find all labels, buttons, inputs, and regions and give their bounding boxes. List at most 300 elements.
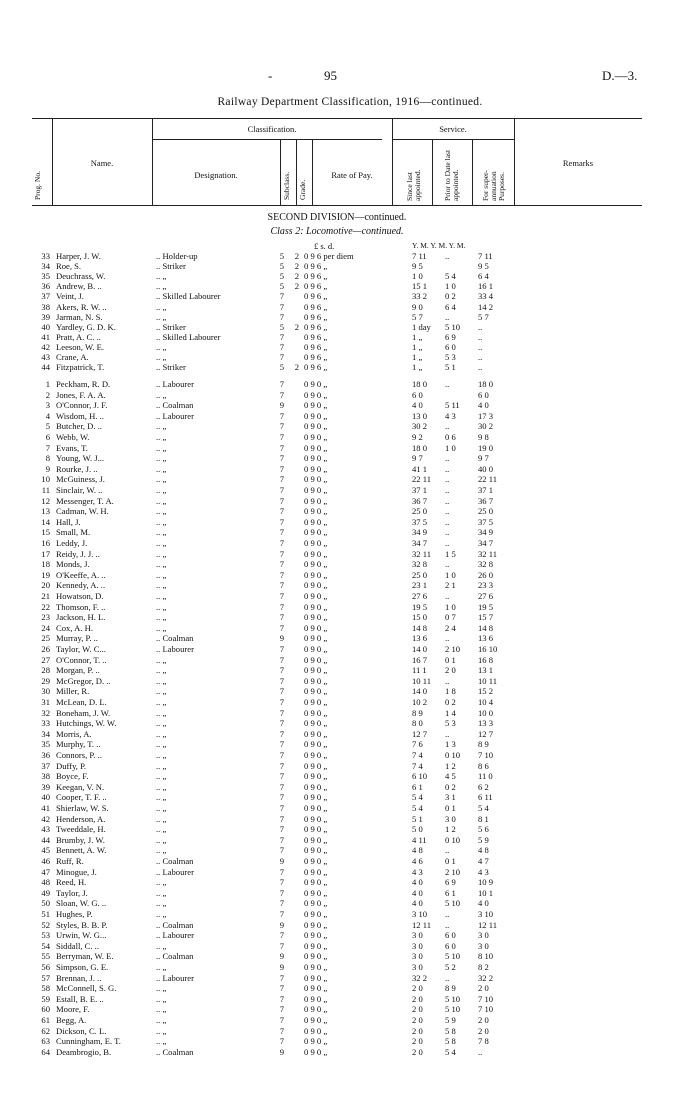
superannuation-cell: 13 3 (478, 718, 494, 729)
prog-no-cell: 29 (41, 675, 50, 686)
name-cell: Cadman, W. H. (56, 506, 109, 517)
designation-cell: .. „ (156, 983, 167, 994)
table-row (32, 332, 652, 342)
since-last-cell: 33 2 (412, 291, 428, 302)
superannuation-cell: 10 1 (478, 887, 494, 898)
designation-cell: .. „ (156, 527, 167, 538)
table-row (32, 352, 652, 362)
prog-no-cell: 58 (41, 983, 50, 994)
subclass-cell: 7 (279, 813, 284, 824)
name-cell: Webb, W. (56, 432, 90, 442)
designation-cell: .. „ (156, 707, 167, 718)
table-row (32, 697, 652, 707)
table-row (32, 302, 652, 312)
designation-cell: .. „ (156, 940, 167, 951)
prog-no-cell: 17 (41, 548, 50, 559)
name-cell: Styles, B. B. P. (56, 919, 108, 930)
prior-cell: 0 2 (445, 781, 456, 792)
superannuation-cell: 37 5 (478, 516, 494, 527)
rate-of-pay-cell: 0 9 0 „ (304, 442, 328, 453)
name-cell: Murray, P. .. (56, 633, 98, 644)
superannuation-cell: 7 10 (478, 1004, 494, 1015)
name-cell: Bennett, A. W. (56, 845, 107, 856)
designation-cell: .. „ (156, 993, 167, 1004)
prog-no-cell: 30 (41, 686, 50, 697)
table-row (32, 379, 652, 389)
superannuation-cell: 32 11 (478, 548, 498, 559)
rate-of-pay-cell: 0 9 0 „ (304, 983, 328, 994)
name-cell: Hall, J. (56, 516, 81, 527)
prior-cell: 3 0 (445, 813, 456, 824)
since-last-cell: 32 11 (412, 548, 432, 559)
name-cell: Brennan, J. .. (56, 972, 102, 983)
superannuation-cell: .. (478, 321, 483, 332)
superannuation-cell: 22 11 (478, 474, 498, 485)
table-row (32, 464, 652, 474)
superannuation-cell: 7 11 (478, 251, 493, 261)
rate-of-pay-cell: 0 9 0 „ (304, 485, 328, 495)
prior-cell: .. (445, 559, 450, 570)
subclass-cell: 7 (279, 453, 284, 464)
subclass-cell: 7 (279, 993, 284, 1004)
designation-cell: .. „ (156, 591, 167, 601)
table-row (32, 559, 652, 569)
rate-of-pay-cell: 0 9 0 „ (304, 803, 328, 813)
prior-cell: 1 3 (445, 739, 456, 750)
rate-of-pay-cell: 0 9 0 „ (304, 962, 328, 972)
superannuation-cell: 16 10 (478, 644, 498, 654)
name-cell: McGuiness, J. (56, 474, 105, 485)
prior-cell: 6 9 (445, 331, 456, 342)
superannuation-cell: 4 0 (478, 898, 489, 909)
prior-cell: 2 1 (445, 580, 456, 591)
table-row (32, 485, 652, 495)
rate-of-pay-cell: 0 9 0 „ (304, 379, 328, 389)
since-last-cell: 19 5 (412, 601, 428, 612)
rate-of-pay-cell: 0 9 0 „ (304, 909, 328, 919)
prior-cell: .. (445, 633, 450, 644)
designation-cell: .. „ (156, 474, 167, 485)
prior-cell: 5 10 (445, 993, 461, 1004)
prog-no-cell: 47 (41, 866, 50, 877)
table-row (32, 570, 652, 580)
prior-cell: 5 10 (445, 1004, 461, 1015)
since-last-cell: 25 0 (412, 506, 428, 517)
rate-of-pay-cell: 0 9 0 „ (304, 739, 328, 750)
superannuation-cell: 10 11 (478, 675, 498, 686)
prog-no-cell: 36 (41, 750, 50, 760)
designation-cell: .. Labourer (156, 410, 194, 421)
rate-of-pay-cell: 0 9 0 „ (304, 697, 328, 707)
designation-cell: .. „ (156, 686, 167, 697)
page-dash: - (268, 68, 273, 83)
designation-cell: .. „ (156, 1025, 167, 1036)
prog-no-cell: 39 (41, 781, 50, 792)
rate-of-pay-cell: 0 9 0 „ (304, 612, 328, 623)
prog-no-cell: 45 (41, 845, 50, 856)
table-row (32, 538, 652, 548)
since-last-cell: 13 6 (412, 633, 428, 644)
prog-no-cell: 55 (41, 951, 50, 962)
prior-cell: 6 1 (445, 887, 456, 898)
rate-of-pay-cell: 0 9 0 „ (304, 463, 328, 474)
subclass-cell: 7 (279, 527, 284, 538)
subclass-cell: 7 (279, 760, 284, 771)
since-last-cell: 27 6 (412, 591, 428, 601)
prog-no-cell: 9 (45, 463, 50, 474)
rate-of-pay-cell: 0 9 0 „ (304, 940, 328, 951)
remarks-header: Remarks (562, 158, 594, 168)
prog-no-header: Prog. No. (33, 171, 42, 200)
rate-of-pay-cell: 0 9 6 „ (304, 261, 328, 272)
since-last-cell: 6 1 (412, 781, 423, 792)
rate-of-pay-cell: 0 9 6 „ (304, 341, 328, 352)
superannuation-cell: .. (478, 331, 483, 342)
subclass-cell: 7 (279, 432, 284, 442)
table-row (32, 665, 652, 675)
prior-cell: 0 1 (445, 803, 456, 813)
prog-no-cell: 14 (41, 516, 50, 527)
since-last-cell: 1 day (412, 321, 431, 332)
since-last-cell: 14 0 (412, 644, 428, 654)
designation-cell: .. „ (156, 792, 167, 803)
rate-of-pay-cell: 0 9 0 „ (304, 654, 328, 665)
superannuation-cell: 4 0 (478, 400, 489, 411)
since-last-cell: 15 0 (412, 612, 428, 623)
since-last-cell: 2 0 (412, 1036, 423, 1047)
designation-cell: .. „ (156, 898, 167, 909)
prior-cell: 0 7 (445, 612, 456, 623)
subclass-cell: 7 (279, 410, 284, 421)
designation-cell: .. „ (156, 453, 167, 464)
subclass-cell: 5 (279, 261, 284, 272)
designation-cell: .. „ (156, 845, 167, 856)
prior-cell: .. (445, 251, 450, 261)
table-row (32, 729, 652, 739)
name-cell: Moore, F. (56, 1004, 90, 1015)
name-cell: Wisdom, H. .. (56, 410, 104, 421)
prior-header: Prior to Date last appointed. (443, 149, 460, 201)
rate-of-pay-cell: 0 9 0 „ (304, 972, 328, 983)
designation-cell: .. Skilled Labourer (156, 331, 221, 342)
table-row (32, 362, 652, 372)
table-row (32, 994, 652, 1004)
name-cell: Roe, S. (56, 261, 82, 272)
rate-of-pay-cell: 0 9 0 „ (304, 707, 328, 718)
prior-cell: 5 3 (445, 352, 456, 362)
table-row (32, 443, 652, 453)
subclass-cell: 7 (279, 612, 284, 623)
table-row (32, 1026, 652, 1036)
table-row (32, 930, 652, 940)
name-cell: O'Keeffe, A. .. (56, 569, 106, 580)
since-last-cell: 30 2 (412, 421, 428, 432)
since-last-cell: 25 0 (412, 569, 428, 580)
prior-cell: 5 8 (445, 1025, 456, 1036)
since-last-cell: 22 11 (412, 474, 432, 485)
superannuation-cell: 8 10 (478, 951, 494, 962)
name-cell: Young, W. J... (56, 453, 105, 464)
rate-of-pay-cell: 0 9 0 „ (304, 453, 328, 464)
prior-cell: 2 10 (445, 644, 461, 654)
designation-cell: .. „ (156, 485, 167, 495)
subclass-cell: 7 (279, 739, 284, 750)
name-cell: Siddall, C. .. (56, 940, 99, 951)
rate-of-pay-cell: 0 9 0 „ (304, 559, 328, 570)
subclass-cell: 5 (279, 362, 284, 373)
name-cell: Brumby, J. W. (56, 834, 105, 845)
class-heading: Class 2: Locomotive—continued. (270, 226, 404, 237)
superannuation-cell: 10 0 (478, 707, 494, 718)
rate-of-pay-cell: 0 9 6 „ (304, 331, 328, 342)
superannuation-cell: 2 0 (478, 1015, 489, 1025)
subclass-cell: 9 (279, 400, 284, 411)
name-cell: Monds, J. (56, 559, 90, 570)
subclass-cell: 9 (279, 962, 284, 972)
since-last-cell: 2 0 (412, 1004, 423, 1015)
prior-cell: .. (445, 495, 450, 506)
table-row (32, 877, 652, 887)
since-last-cell: 36 7 (412, 495, 428, 506)
table-row (32, 421, 652, 431)
prog-no-cell: 32 (41, 707, 50, 718)
subclass-cell: 7 (279, 675, 284, 686)
subclass-cell: 7 (279, 311, 284, 322)
table-row (32, 400, 652, 410)
rate-of-pay-cell: 0 9 6 „ (304, 291, 328, 302)
prog-no-cell: 34 (41, 261, 50, 272)
table-row (32, 261, 652, 271)
prog-no-cell: 57 (41, 972, 50, 983)
prior-cell: 6 0 (445, 930, 456, 941)
name-cell: Murphy, T. .. (56, 739, 101, 750)
designation-cell: .. Skilled Labourer (156, 291, 221, 302)
prog-no-cell: 48 (41, 877, 50, 888)
rate-of-pay-cell: 0 9 0 „ (304, 824, 328, 835)
designation-cell: .. „ (156, 622, 167, 633)
prior-cell: .. (445, 527, 450, 538)
table-row (32, 390, 652, 400)
table-row (32, 1004, 652, 1014)
rate-of-pay-cell: 0 9 0 „ (304, 718, 328, 729)
table-row (32, 782, 652, 792)
designation-cell: .. „ (156, 421, 167, 432)
pay-units: £ s. d. (314, 241, 335, 251)
name-cell: Howatson, D. (56, 591, 104, 601)
name-cell: Morgan, P. .. (56, 665, 100, 676)
superannuation-cell: 13 1 (478, 665, 494, 676)
since-last-cell: 4 0 (412, 898, 423, 909)
prior-cell: 1 2 (445, 824, 456, 835)
since-last-cell: 4 3 (412, 866, 423, 877)
since-last-cell: 7 6 (412, 739, 423, 750)
name-cell: Veint, J. (56, 291, 84, 302)
name-cell: Ruff, R. (56, 856, 84, 866)
prog-no-cell: 52 (41, 919, 50, 930)
subclass-cell: 7 (279, 485, 284, 495)
rate-of-pay-cell: 0 9 6 „ (304, 281, 328, 292)
name-cell: McConnell, S. G. (56, 983, 117, 994)
table-row (32, 867, 652, 877)
subclass-cell: 7 (279, 341, 284, 352)
name-cell: Connors, P. .. (56, 750, 102, 760)
rate-of-pay-cell: 0 9 6 „ (304, 321, 328, 332)
designation-cell: .. „ (156, 271, 167, 282)
prior-cell: 2 4 (445, 622, 456, 633)
since-last-cell: 23 1 (412, 580, 428, 591)
table-row (32, 281, 652, 291)
since-last-cell: 9 5 (412, 261, 423, 272)
designation-cell: .. Coalman (156, 1046, 194, 1057)
prog-no-cell: 24 (41, 622, 50, 633)
designation-cell: .. „ (156, 781, 167, 792)
rate-of-pay-cell: 0 9 0 „ (304, 771, 328, 782)
subclass-cell: 9 (279, 919, 284, 930)
prog-no-cell: 26 (41, 644, 50, 654)
grade-header: Grade. (298, 179, 307, 200)
table-row (32, 909, 652, 919)
superannuation-cell: 34 7 (478, 538, 494, 548)
superannuation-cell: 16 8 (478, 654, 494, 665)
subclass-cell: 7 (279, 559, 284, 570)
name-cell: Dickson, C. L. (56, 1025, 107, 1036)
prior-cell: 1 4 (445, 707, 456, 718)
superannuation-cell: 5 7 (478, 311, 489, 322)
prog-no-cell: 5 (45, 421, 50, 432)
rate-of-pay-cell: 0 9 0 „ (304, 1015, 328, 1025)
since-last-cell: 6 0 (412, 389, 423, 400)
superannuation-cell: 36 7 (478, 495, 494, 506)
prog-no-cell: 28 (41, 665, 50, 676)
rate-of-pay-cell: 0 9 0 „ (304, 813, 328, 824)
table-row (32, 271, 652, 281)
name-cell: Small, M. (56, 527, 91, 538)
prior-cell: 2 10 (445, 866, 461, 877)
name-cell: O'Connor, T. .. (56, 654, 107, 665)
subclass-cell: 9 (279, 633, 284, 644)
table-row (32, 824, 652, 834)
prior-cell: .. (445, 453, 450, 464)
superannuation-cell: 14 8 (478, 622, 494, 633)
prior-cell: .. (445, 909, 450, 919)
superannuation-cell: 5 6 (478, 824, 489, 835)
rate-of-pay-cell: 0 9 0 „ (304, 591, 328, 601)
table-row (32, 739, 652, 749)
prog-no-cell: 19 (41, 569, 50, 580)
since-last-cell: 4 0 (412, 400, 423, 411)
subclass-cell: 7 (279, 601, 284, 612)
superannuation-cell: 9 7 (478, 453, 489, 464)
table-row (32, 506, 652, 516)
since-last-cell: 1 „ (412, 331, 423, 342)
superannuation-cell: 3 0 (478, 940, 489, 951)
rate-of-pay-cell: 0 9 0 „ (304, 400, 328, 411)
superannuation-cell: 40 0 (478, 463, 494, 474)
designation-cell: .. „ (156, 834, 167, 845)
rate-header: Rate of Pay. (331, 170, 373, 180)
prior-cell: 6 9 (445, 877, 456, 888)
since-last-cell: 6 10 (412, 771, 428, 782)
designation-cell: .. „ (156, 771, 167, 782)
rate-of-pay-cell: 0 9 6 „ (304, 301, 328, 312)
since-last-cell: 12 11 (412, 919, 432, 930)
subclass-cell: 7 (279, 898, 284, 909)
rate-of-pay-cell: 0 9 0 „ (304, 866, 328, 877)
since-last-cell: 12 7 (412, 728, 428, 739)
designation-cell: .. „ (156, 697, 167, 707)
designation-cell: .. „ (156, 665, 167, 676)
subclass-cell: 7 (279, 580, 284, 591)
since-last-cell: 4 0 (412, 887, 423, 898)
rate-of-pay-cell: 0 9 0 „ (304, 506, 328, 517)
rate-of-pay-cell: 0 9 0 „ (304, 792, 328, 803)
prior-cell: 1 8 (445, 686, 456, 697)
rate-of-pay-cell: 0 9 0 „ (304, 538, 328, 548)
table-row (32, 803, 652, 813)
designation-cell: .. „ (156, 612, 167, 623)
superannuation-cell: 17 3 (478, 410, 494, 421)
designation-cell: .. „ (156, 824, 167, 835)
subclass-cell: 7 (279, 442, 284, 453)
prior-cell: 5 3 (445, 718, 456, 729)
subclass-cell: 7 (279, 824, 284, 835)
name-cell: Begg, A. (56, 1015, 87, 1025)
subclass-cell: 7 (279, 983, 284, 994)
prog-no-cell: 53 (41, 930, 50, 941)
superannuation-cell: 33 4 (478, 291, 494, 302)
superannuation-cell: 37 1 (478, 485, 494, 495)
subclass-cell: 7 (279, 516, 284, 527)
name-cell: Sloan, W. G. .. (56, 898, 107, 909)
subclass-cell: 5 (279, 281, 284, 292)
rate-of-pay-cell: 0 9 0 „ (304, 887, 328, 898)
prior-cell: 6 4 (445, 301, 456, 312)
rate-of-pay-cell: 0 9 6 „ (304, 311, 328, 322)
rate-of-pay-cell: 0 9 0 „ (304, 675, 328, 686)
name-cell: Butcher, D. .. (56, 421, 102, 432)
subclass-cell: 7 (279, 877, 284, 888)
since-last-cell: 5 1 (412, 813, 423, 824)
superannuation-cell: 3 10 (478, 909, 494, 919)
name-cell: Harper, J. W. (56, 251, 101, 261)
designation-cell: .. „ (156, 909, 167, 919)
designation-cell: .. „ (156, 803, 167, 813)
name-cell: Sinclair, W. .. (56, 485, 103, 495)
designation-cell: .. Striker (156, 362, 186, 373)
prior-cell: .. (445, 463, 450, 474)
prior-cell: 1 2 (445, 760, 456, 771)
since-last-cell: 7 11 (412, 251, 427, 261)
designation-cell: .. Labourer (156, 930, 194, 941)
subclass-cell: 7 (279, 718, 284, 729)
subclass-cell: 7 (279, 940, 284, 951)
rate-of-pay-cell: 0 9 0 „ (304, 993, 328, 1004)
superannuation-cell: 23 3 (478, 580, 494, 591)
rate-of-pay-cell: 0 9 0 „ (304, 421, 328, 432)
subclass-cell: 7 (279, 291, 284, 302)
table-row (32, 1036, 652, 1046)
superannuation-cell: 5 9 (478, 834, 489, 845)
designation-cell: .. Labourer (156, 866, 194, 877)
prog-no-cell: 41 (41, 803, 50, 813)
rate-of-pay-cell: 0 9 0 „ (304, 1025, 328, 1036)
prog-no-cell: 1 (45, 379, 50, 389)
prog-no-cell: 11 (41, 485, 50, 495)
rate-of-pay-cell: 0 9 0 „ (304, 919, 328, 930)
superannuation-cell: 27 6 (478, 591, 494, 601)
since-last-cell: 1 „ (412, 362, 423, 373)
prog-no-cell: 33 (41, 251, 50, 261)
